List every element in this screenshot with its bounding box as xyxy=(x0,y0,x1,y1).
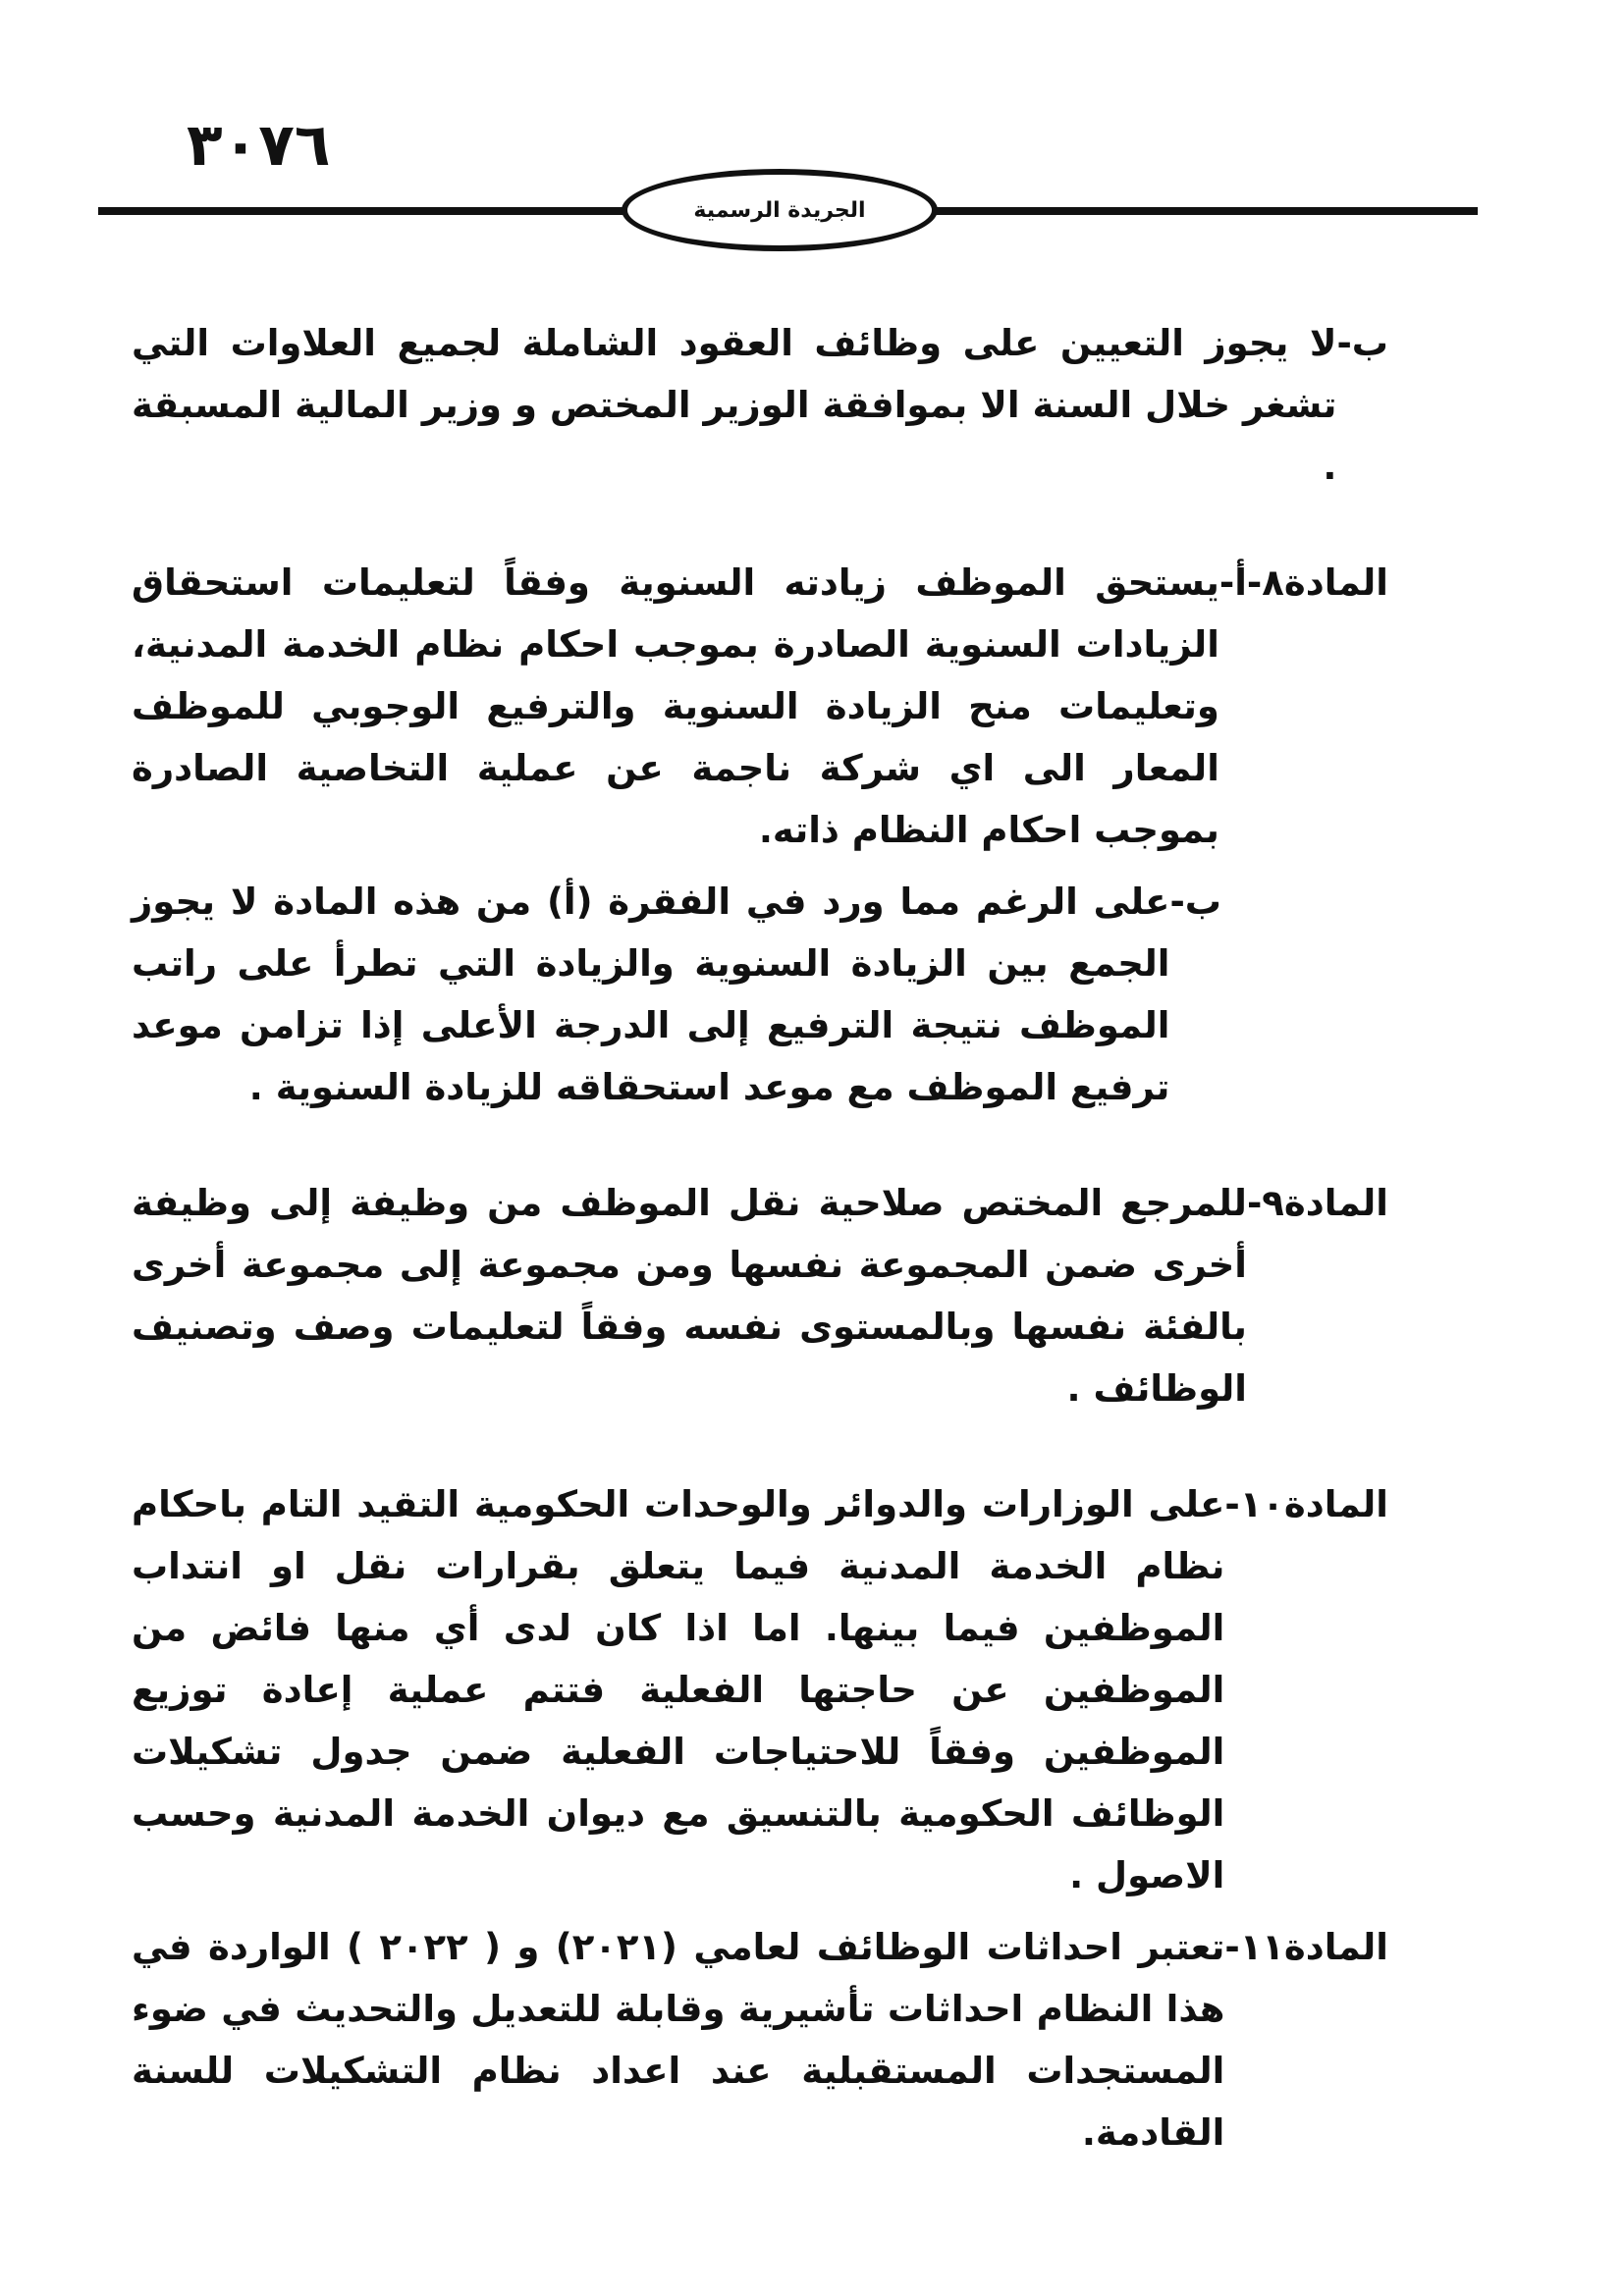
clause-text: لا يجوز التعيين على وظائف العقود الشاملة لجميع العلاوات التي تشغر خلال السنة الا بموافقة الوزير المختص و وزير المالية المسبقة . xyxy=(132,322,1337,488)
article-9 xyxy=(112,1172,1388,1419)
clause-b-contracts xyxy=(112,312,1388,498)
clause-text: على الرغم مما ورد في الفقرة (أ) من هذه المادة لا يجوز الجمع بين الزيادة السنوية والزيادة التي تطرأ على راتب الموظف نتيجة الترفيع إلى الدرجة الأعلى إذا تزامن موعد ترفيع الموظف مع موعد استحقاقه للزيادة السنوية . xyxy=(132,881,1170,1108)
article-10 xyxy=(112,1473,1388,1906)
page-number: ٣٠٧٦ xyxy=(187,111,331,180)
gazette-title: الجريدة الرسمية xyxy=(693,197,866,223)
article-8-b xyxy=(112,871,1388,1118)
article-label: المادة١٠- xyxy=(1224,1483,1388,1525)
article-label: المادة٩- xyxy=(1246,1182,1388,1224)
article-text: تعتبر احداثات الوظائف لعامي (٢٠٢١) و ( ٢٠٢٢ ) الواردة في هذا النظام احداثات تأشيرية وقابلة للتعديل والتحديث في ضوء المستجدات المستقبلية عند اعداد نظام التشكيلات للسنة القادمة. xyxy=(132,1926,1225,2154)
article-text: على الوزارات والدوائر والوحدات الحكومية التقيد التام باحكام نظام الخدمة المدنية فيما يتعلق بقرارات نقل او انتداب الموظفين فيما بينها. اما اذا كان لدى أي منها فائض من الموظفين عن حاجتها الفعلية فتتم عملية إعادة توزيع الموظفين وفقاً للاحتياجات الفعلية ضمن جدول تشكيلات الوظائف الحكومية بالتنسيق مع ديوان الخدمة المدنية وحسب الاصول . xyxy=(132,1483,1225,1896)
article-11 xyxy=(112,1916,1388,2163)
document-body xyxy=(112,312,1388,2163)
article-8-a xyxy=(112,552,1388,861)
article-text: للمرجع المختص صلاحية نقل الموظف من وظيفة إلى وظيفة أخرى ضمن المجموعة نفسها ومن مجموعة إلى مجموعة أخرى بالفئة نفسها وبالمستوى نفسه وفقاً لتعليمات وصف وتصنيف الوظائف . xyxy=(132,1182,1247,1410)
article-text: يستحق الموظف زيادته السنوية وفقاً لتعليمات استحقاق الزيادات السنوية الصادرة بموجب احكام نظام الخدمة المدنية، وتعليمات منح الزيادة السنوية والترفيع الوجوبي للموظف المعار الى اي شركة ناجمة عن عملية التخاصية الصادرة بموجب احكام النظام ذاته. xyxy=(132,561,1219,851)
header-oval xyxy=(622,169,938,251)
clause-label: ب- xyxy=(1336,322,1388,364)
clause-label: ب- xyxy=(1169,881,1221,923)
article-label: المادة٨-أ- xyxy=(1218,561,1388,604)
article-label: المادة١١- xyxy=(1224,1926,1388,1968)
